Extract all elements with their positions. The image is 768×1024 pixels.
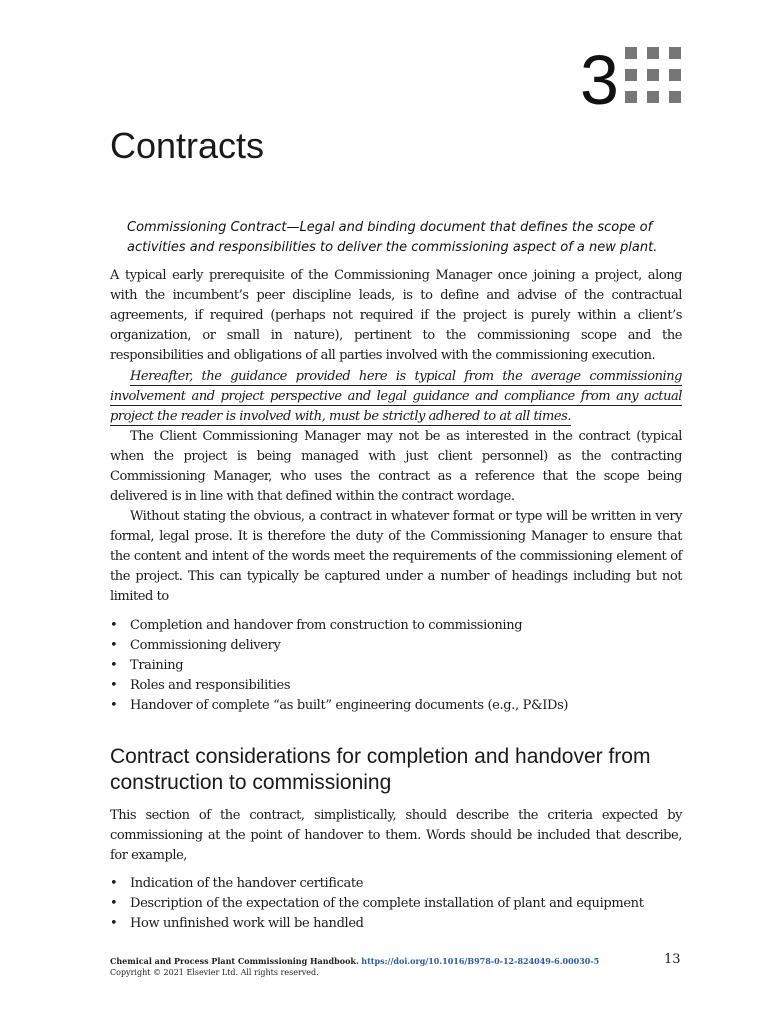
list-item: • Indication of the handover certificate (110, 874, 682, 894)
list-item: • Training (110, 656, 682, 676)
paragraph-guidance (110, 367, 682, 427)
paragraph-formal-prose: Without stating the obvious, a contract in whatever format or type will be written in very formal, legal prose. It is therefore the duty of the Commissioning Manager to ensure that the content and intent of the words meet the requirements of the commissioning element of the project. This can typically be captured under a number of headings including but not limited to (110, 509, 682, 604)
footer-citation (110, 956, 690, 967)
chapter-number: 3 (580, 41, 619, 119)
example-criteria-list (110, 874, 682, 934)
paragraph-intro: A typical early prerequisite of the Commissioning Manager once joining a project, along with the incumbent’s peer discipline leads, is to define and advise of the contractual agreements, if required (perhaps not required if the project is purely within a client’s organization, or small in nature), pertinent to the commissioning scope and the responsibilities and obligations of all parties involved with the commissioning execution. (110, 268, 682, 363)
section-heading: Contract considerations for completion and handover from construction to commissioning (110, 745, 651, 794)
list-item: • Roles and responsibilities (110, 676, 682, 696)
paragraph-section-intro: This section of the contract, simplistically, should describe the criteria expected by commissioning at the point of handover to them. Words should be included that describe, for example, (110, 808, 682, 863)
book-title: Chemical and Process Plant Commissioning Handbook. (110, 956, 359, 966)
list-item: • Completion and handover from construction to commissioning (110, 616, 682, 636)
copyright-notice: Copyright © 2021 Elsevier Ltd. All rights reserved. (110, 968, 319, 977)
page-footer (110, 956, 690, 978)
list-item: • Description of the expectation of the complete installation of plant and equipment (110, 894, 682, 914)
list-item: • How unfinished work will be handled (110, 914, 682, 934)
paragraph-client-manager: The Client Commissioning Manager may not be as interested in the contract (typical when the project is being managed with just client personnel) as the contracting Commissioning Manager, who uses the contract as a reference that the scope being delivered is in line with that defined within the contract wordage. (110, 429, 682, 504)
chapter-square-grid-icon (625, 47, 681, 103)
epigraph: Commissioning Contract—Legal and binding document that defines the scope of activities and responsibilities to deliver the commissioning aspect of a new plant. (127, 220, 658, 255)
doi-link[interactable]: https://doi.org/10.1016/B978-0-12-824049-6.00030-5 (361, 956, 600, 966)
guidance-underlined-text: Hereafter, the guidance provided here is typical from the average commissioning involvement and project perspective and legal guidance and compliance from any actual project the reader is involved with, must be strictly adhered to at all times. (110, 369, 682, 424)
chapter-title: Contracts (110, 125, 265, 166)
list-item: • Handover of complete “as built” engineering documents (e.g., P&IDs) (110, 696, 682, 716)
page-number: 13 (664, 952, 681, 967)
contract-headings-list (110, 616, 682, 716)
list-item: • Commissioning delivery (110, 636, 682, 656)
